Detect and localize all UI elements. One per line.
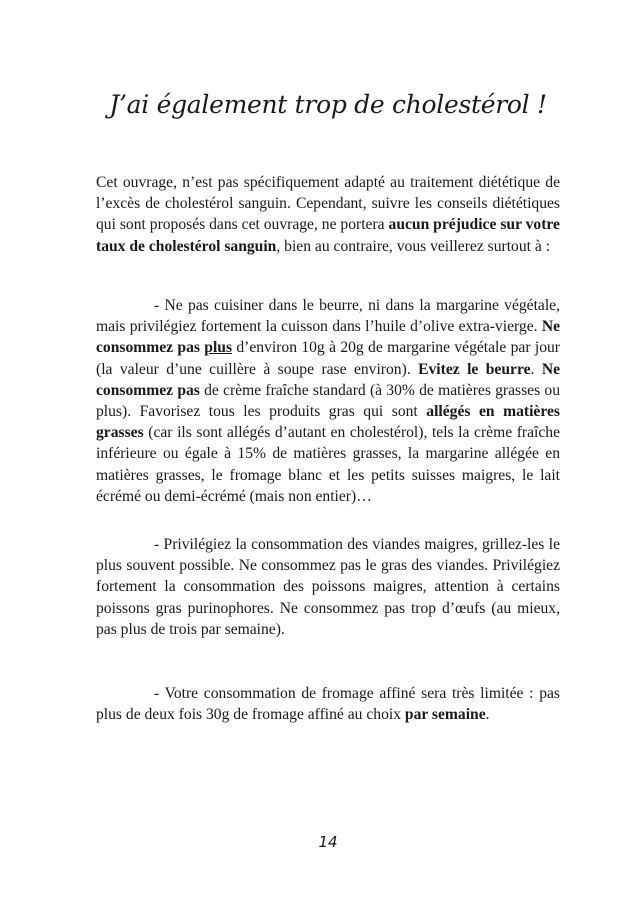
- cheese-text-1: - Votre consommation de fromage affiné sera très limitée : pas plus de deux fois 30g de fromage affiné au choix: [96, 685, 560, 724]
- butter-bold-underline: plus: [204, 339, 233, 357]
- intro-paragraph: [96, 172, 560, 257]
- intro-text-2: , bien au contraire, vous veillerez surtout à :: [276, 237, 551, 255]
- butter-text-2: d’environ 10g à 20g de margarine végétale par jour (la valeur d’une cuillère à soupe rase environ).: [96, 339, 560, 378]
- butter-bold-1: Ne consommez pas: [96, 318, 560, 357]
- cheese-text-2: .: [485, 706, 490, 724]
- butter-paragraph: [96, 295, 560, 507]
- butter-text-5: (car ils sont allégés d’autant en cholestérol), tels la crème fraîche inférieure ou égale à 15% de matières grasses, la margarine allégée en matières grasses, le fromage blanc et les petits suisses maigres, le lait écrémé ou demi-écrémé (mais non entier)…: [96, 424, 560, 505]
- butter-text-1: - Ne pas cuisiner dans le beurre, ni dans la margarine végétale, mais privilégiez fortement la cuisson dans l’huile d’olive extra-vierge.: [96, 297, 560, 336]
- cheese-paragraph: [96, 683, 560, 725]
- butter-bold-4: allégés en matières grasses: [96, 403, 560, 442]
- cheese-bold-1: par semaine: [404, 706, 486, 724]
- butter-text-4: de crème fraîche standard (à 30% de matières grasses ou plus). Favorisez tous les produits gras qui sont: [96, 381, 561, 421]
- meat-text-1: - Privilégiez la consommation des viandes maigres, grillez-les le plus souvent possible. Ne consommez pas le gras des viandes. Privilégiez fortement la consommation des poissons maigres, attention à certains poissons gras purinophores. Ne consommez pas trop d’œufs (au mieux, pas plus de trois par semaine).: [96, 536, 560, 638]
- intro-bold-1: aucun préjudice sur votre taux de cholestérol sanguin: [96, 216, 560, 255]
- intro-text-1: Cet ouvrage, n’est pas spécifiquement adapté au traitement diététique de l’excès de cholestérol sanguin. Cependant, suivre les conseils diététiques qui sont proposés dans cet ouvrage, ne portera: [96, 174, 560, 234]
- butter-text-3: .: [530, 360, 542, 378]
- butter-bold-3: Ne consommez pas: [96, 360, 561, 399]
- page-title: J’ai également trop de cholestérol !: [109, 90, 547, 119]
- meat-paragraph: [96, 534, 560, 640]
- butter-bold-2: Evitez le beurre: [418, 360, 531, 378]
- page-number: 14: [318, 833, 338, 851]
